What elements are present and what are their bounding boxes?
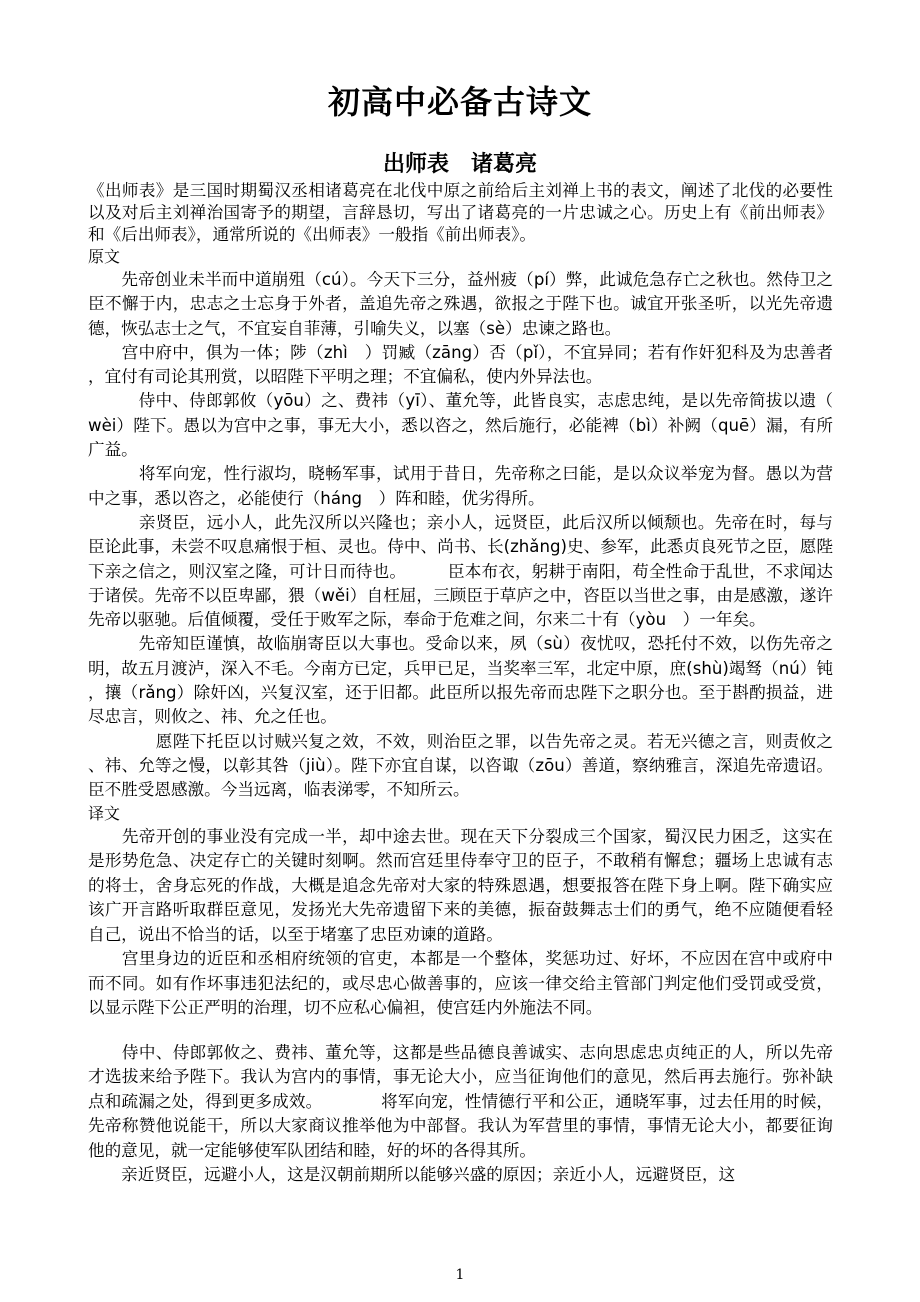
paragraph-gap [88, 1021, 833, 1041]
original-paragraph: 愿陛下托臣以讨贼兴复之效，不效，则治臣之罪，以告先帝之灵。若无兴德之言，则责攸之、祎、允等之慢，以彰其咎（jiù）。陛下亦宜自谋，以咨诹（zōu）善道，察纳雅言，深追先帝遗诏。臣不胜受恩感激。今当远离，临表涕零，不知所云。 [88, 731, 833, 800]
original-paragraph: 侍中、侍郎郭攸（yōu）之、费祎（yī）、董允等，此皆良实，志虑忠纯，是以先帝简拔以遗（wèi）陛下。愚以为宫中之事，事无大小，悉以咨之，然后施行，必能裨（bì）补阙（quē）漏，有所广益。 [88, 391, 833, 460]
translation-paragraph: 侍中、侍郎郭攸之、费祎、董允等，这都是些品德良善诚实、志向思虑忠贞纯正的人，所以先帝才选拔来给予陛下。我认为宫内的事情，事无论大小，应当征询他们的意见，然后再去施行。弥补缺点和疏漏之处，得到更多成效。 将军向宠，性情德行平和公正，通晓军事，过去任用的时候，先帝称赞他说能干，所以大家商议推举他为中部督。我认为军营里的事情，事情无论大小，都要征询他的意见，就一定能够使军队团结和睦，好的坏的各得其所。 [88, 1042, 833, 1160]
section-heading [0, 150, 920, 180]
original-text-label: 原文 [88, 247, 121, 266]
translation-paragraph: 亲近贤臣，远避小人，这是汉朝前期所以能够兴盛的原因；亲近小人，远避贤臣，这 [88, 1165, 736, 1185]
original-text [88, 268, 833, 803]
intro-paragraph: 《出师表》是三国时期蜀汉丞相诸葛亮在北伐中原之前给后主刘禅上书的表文，阐述了北伐的必要性以及对后主刘禅治国寄予的期望，言辞恳切，写出了诸葛亮的一片忠诚之心。历史上有《前出师表》和《后出师表》，通常所说的《出师表》一般指《前出师表》。 [88, 181, 833, 244]
author-name: 诸葛亮 [471, 152, 538, 177]
original-paragraph: 先帝创业未半而中道崩殂（cú）。今天下三分，益州疲（pí）弊，此诚危急存亡之秋也。然侍卫之臣不懈于内，忠志之士忘身于外者，盖追先帝之殊遇，欲报之于陛下也。诚宜开张圣听，以光先帝遗德，恢弘志士之气，不宜妄自菲薄，引喻失义，以塞（sè）忠谏之路也。 [88, 270, 833, 338]
page-number: 1 [455, 1267, 465, 1283]
document-body [88, 180, 833, 1188]
original-paragraph: 亲贤臣，远小人，此先汉所以兴隆也；亲小人，远贤臣，此后汉所以倾颓也。先帝在时，每与臣论此事，未尝不叹息痛恨于桓、灵也。侍中、尚书、长(zhǎng)史、参军，此悉贞良死节之臣，愿陛下亲之信之，则汉室之隆，可计日而待也。 臣本布衣，躬耕于南阳，苟全性命于乱世，不求闻达于诸侯。先帝不以臣卑鄙，猥（wěi）自枉屈，三顾臣于草庐之中，咨臣以当世之事，由是感激，遂许先帝以驱驰。后值倾覆，受任于败军之际，奉命于危难之间，尔来二十有（yòu ）一年矣。 [88, 512, 833, 630]
translation-label: 译文 [88, 803, 121, 823]
original-paragraph: 将军向宠，性行淑均，晓畅军事，试用于昔日，先帝称之曰能，是以众议举宠为督。愚以为营中之事，悉以咨之，必能使行（háng ）阵和睦，优劣得所。 [88, 464, 833, 508]
page-title: 初高中必备古诗文 [327, 83, 592, 121]
original-paragraph: 宫中府中，俱为一体；陟（zhì ）罚臧（zāng）否（pǐ），不宜异同；若有作奸犯科及为忠善者，宜付有司论其刑赏，以昭陛下平明之理；不宜偏私，使内外异法也。 [88, 342, 833, 387]
translation-paragraph: 先帝开创的事业没有完成一半，却中途去世。现在天下分裂成三个国家，蜀汉民力困乏，这实在是形势危急、决定存亡的关键时刻啊。然而宫廷里侍奉守卫的臣子，不敢稍有懈怠；疆场上忠诚有志的将士，舍身忘死的作战，大概是追念先帝对大家的特殊恩遇，想要报答在陛下身上啊。陛下确实应该广开言路听取群臣意见，发扬光大先帝遗留下来的美德，振奋鼓舞志士们的勇气，绝不应随便看轻自己，说出不恰当的话，以至于堵塞了忠臣劝谏的道路。 [88, 826, 833, 944]
work-title: 出师表 [382, 152, 449, 177]
translation-paragraph: 宫里身边的近臣和丞相府统领的官吏，本都是一个整体，奖惩功过、好坏，不应因在宫中或府中而不同。如有作坏事违犯法纪的，或尽忠心做善事的，应该一律交给主管部门判定他们受罚或受赏，以显示陛下公正严明的治理，切不应私心偏袒，使宫廷内外施法不同。 [88, 949, 833, 1018]
translation-text [88, 825, 833, 1188]
original-paragraph: 先帝知臣谨慎，故临崩寄臣以大事也。受命以来，夙（sù）夜忧叹，恐托付不效，以伤先帝之明，故五月渡泸，深入不毛。今南方已定，兵甲已足，当奖率三军，北定中原，庶(shù)竭驽（nú）钝，攘（rǎng）除奸凶，兴复汉室，还于旧都。此臣所以报先帝而忠陛下之职分也。至于斟酌损益，进尽忠言，则攸之、祎、允之任也。 [88, 634, 833, 727]
